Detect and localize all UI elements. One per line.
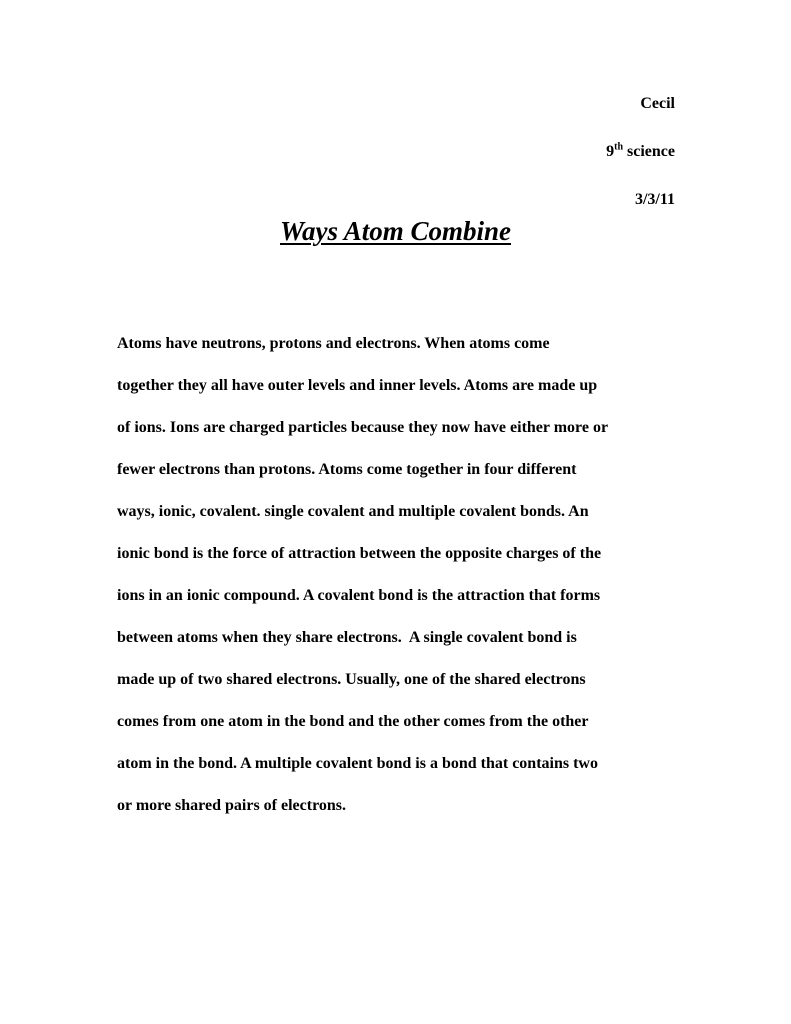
paragraph-line: atom in the bond. A multiple covalent bond is a bond that contains two: [117, 755, 598, 772]
paragraph-line: ways, ionic, covalent. single covalent and multiple covalent bonds. An: [117, 503, 589, 520]
paragraph-line: fewer electrons than protons. Atoms come together in four different: [117, 461, 577, 478]
document-date: 3/3/11: [634, 191, 675, 208]
grade-suffix: th: [614, 141, 624, 153]
class-grade: [606, 140, 675, 164]
body-paragraph: [117, 323, 689, 827]
paragraph-line: between atoms when they share electrons. A single covalent bond is: [117, 629, 577, 646]
paragraph-line: or more shared pairs of electrons.: [117, 797, 347, 814]
paragraph-line: together they all have outer levels and inner levels. Atoms are made up: [117, 377, 598, 394]
paragraph-line: of ions. Ions are charged particles because they now have either more or: [117, 419, 609, 436]
paragraph-line: ions in an ionic compound. A covalent bond is the attraction that forms: [117, 587, 601, 604]
grade-number: 9: [606, 143, 615, 160]
document-title: Ways Atom Combine: [279, 216, 512, 246]
paragraph-line: Atoms have neutrons, protons and electrons. When atoms come: [117, 335, 550, 352]
paragraph-line: ionic bond is the force of attraction between the opposite charges of the: [117, 545, 602, 562]
paragraph-line: made up of two shared electrons. Usually, one of the shared electrons: [117, 671, 586, 688]
author-name: Cecil: [640, 95, 675, 112]
grade-subject: science: [623, 143, 675, 160]
document-header: [606, 92, 675, 236]
paragraph-line: comes from one atom in the bond and the other comes from the other: [117, 713, 589, 730]
